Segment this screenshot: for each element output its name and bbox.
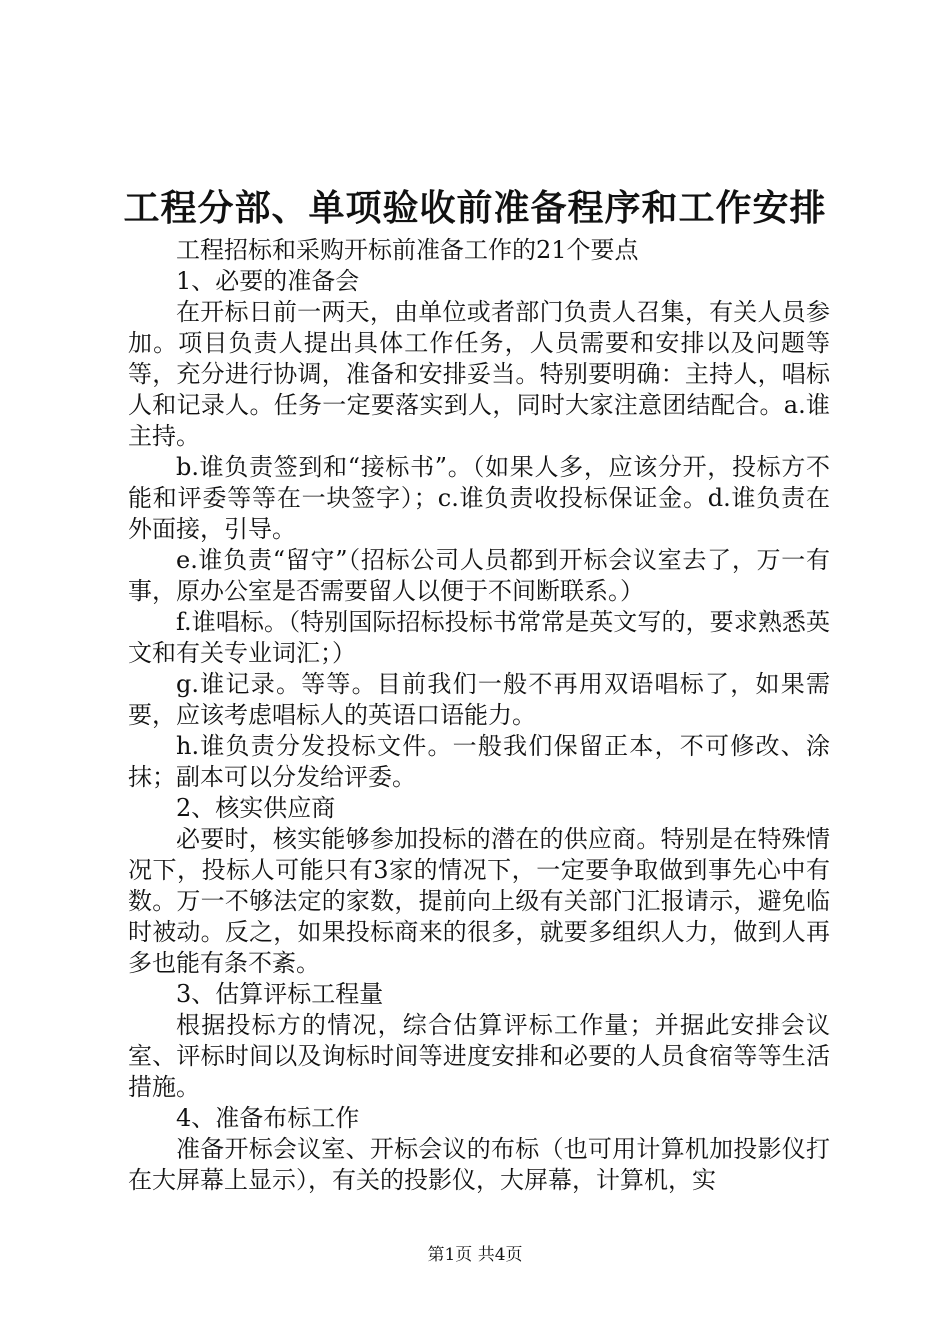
section-heading-3: 3、估算评标工程量 [176,980,384,1008]
intro-heading: 工程招标和采购开标前准备工作的21个要点 [176,236,639,264]
paragraph: f.谁唱标。（特别国际招标投标书常常是英文写的，要求熟悉英文和有关专业词汇；） [128,608,830,667]
section-heading-1: 1、必要的准备会 [176,267,360,295]
section-heading-4: 4、准备布标工作 [176,1104,360,1132]
paragraph: 必要时，核实能够参加投标的潜在的供应商。特别是在特殊情况下，投标人可能只有3家的情况下，一定要争取做到事先心中有数。万一不够法定的家数，提前向上级有关部门汇报请示，避免临时被动。反之，如果投标商来的很多，就要多组织人力，做到人再多也能有条不紊。 [128,825,830,977]
page-number: 第1页 共4页 [427,1245,523,1265]
paragraph: b.谁负责签到和“接标书”。（如果人多，应该分开，投标方不能和评委等等在一块签字）；c.谁负责收投标保证金。d.谁负责在外面接，引导。 [128,453,830,543]
paragraph: 在开标日前一两天，由单位或者部门负责人召集，有关人员参加。项目负责人提出具体工作任务，人员需要和安排以及问题等等，充分进行协调，准备和安排妥当。特别要明确：主持人，唱标人和记录人。任务一定要落实到人，同时大家注意团结配合。a.谁主持。 [128,298,830,450]
paragraph: 根据投标方的情况，综合估算评标工作量；并据此安排会议室、评标时间以及询标时间等进度安排和必要的人员食宿等等生活措施。 [128,1011,830,1101]
paragraph: h.谁负责分发投标文件。一般我们保留正本，不可修改、涂抹；副本可以分发给评委。 [128,732,830,791]
document-title: 工程分部、单项验收前准备程序和工作安排 [123,187,827,229]
paragraph: g.谁记录。等等。目前我们一般不再用双语唱标了，如果需要，应该考虑唱标人的英语口语能力。 [128,670,830,729]
section-heading-2: 2、核实供应商 [176,794,336,822]
document-body [128,235,830,1196]
paragraph: 准备开标会议室、开标会议的布标（也可用计算机加投影仪打在大屏幕上显示），有关的投影仪，大屏幕，计算机，实 [128,1135,830,1194]
paragraph: e.谁负责“留守”（招标公司人员都到开标会议室去了，万一有事，原办公室是否需要留人以便于不间断联系。） [128,546,830,605]
